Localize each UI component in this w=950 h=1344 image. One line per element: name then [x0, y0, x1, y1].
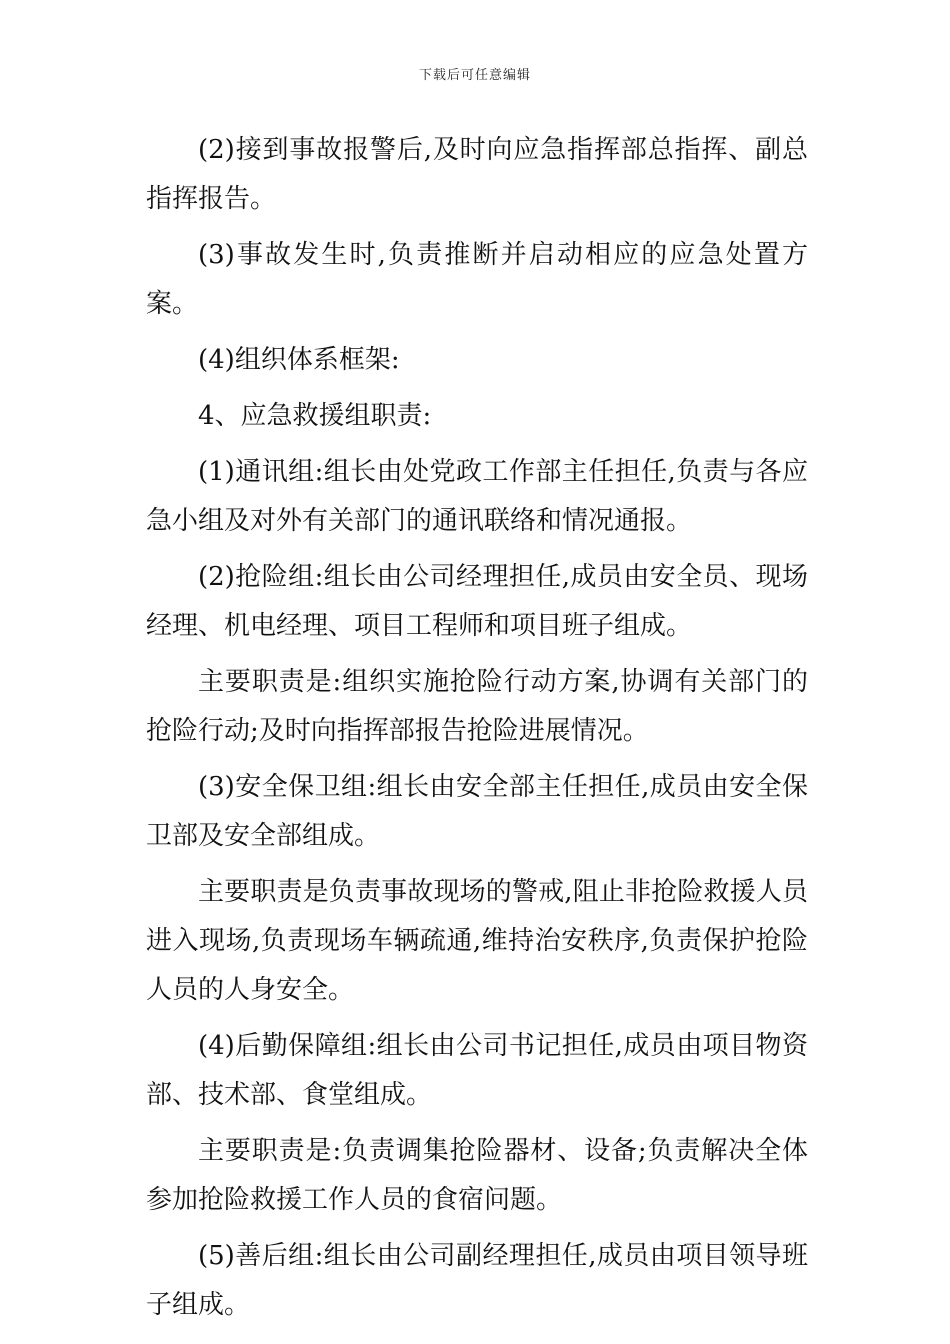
- paragraph-rescue-group-duties: 主要职责是:组织实施抢险行动方案,协调有关部门的抢险行动;及时向指挥部报告抢险进展情况。: [146, 667, 808, 746]
- paragraph-accident-response: (3)事故发生时,负责推断并启动相应的应急处置方案。: [146, 240, 808, 319]
- paragraph-alarm-report: (2)接到事故报警后,及时向应急指挥部总指挥、副总指挥报告。: [146, 135, 808, 214]
- paragraph-logistics-group: (4)后勤保障组:组长由公司书记担任,成员由项目物资部、技术部、食堂组成。: [146, 1031, 808, 1110]
- paragraph-organization-framework: (4)组织体系框架:: [198, 345, 400, 375]
- paragraph-communication-group: (1)通讯组:组长由处党政工作部主任担任,负责与各应急小组及对外有关部门的通讯联络和情况通报。: [146, 457, 808, 536]
- paragraph-logistics-group-duties: 主要职责是:负责调集抢险器材、设备;负责解决全体参加抢险救援工作人员的食宿问题。: [146, 1136, 808, 1215]
- document-body: [146, 126, 808, 1337]
- section-heading-rescue-groups: 4、应急救援组职责:: [198, 401, 432, 431]
- paragraph-aftermath-group: (5)善后组:组长由公司副经理担任,成员由项目领导班子组成。: [146, 1241, 808, 1320]
- paragraph-security-group-duties: 主要职责是负责事故现场的警戒,阻止非抢险救援人员进入现场,负责现场车辆疏通,维持治安秩序,负责保护抢险人员的人身安全。: [146, 877, 808, 1005]
- paragraph-security-group: (3)安全保卫组:组长由安全部主任担任,成员由安全保卫部及安全部组成。: [146, 772, 808, 851]
- page-header-note: 下载后可任意编辑: [418, 68, 531, 83]
- paragraph-rescue-group: (2)抢险组:组长由公司经理担任,成员由安全员、现场经理、机电经理、项目工程师和项目班子组成。: [146, 562, 808, 641]
